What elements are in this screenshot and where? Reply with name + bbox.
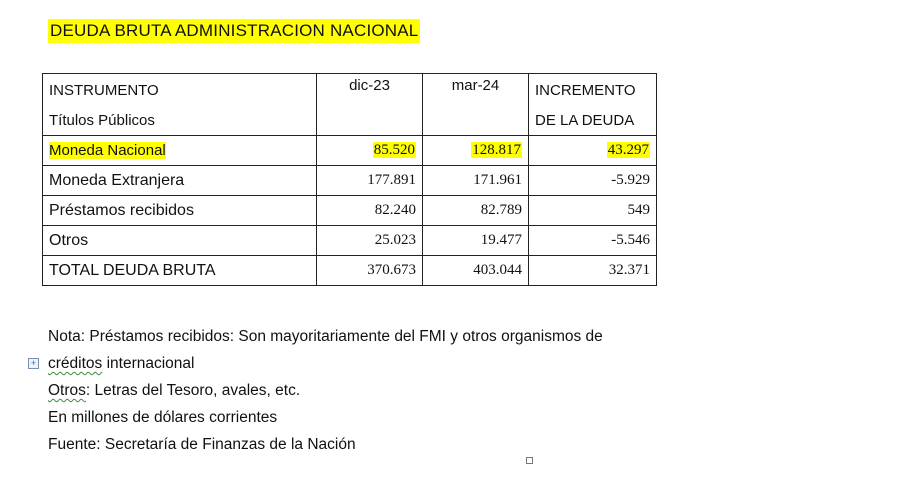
cell-inc: -5.546: [529, 226, 657, 256]
table-row-total: [43, 256, 657, 286]
table-row: [43, 136, 657, 166]
cell-mar: 171.961: [423, 166, 529, 196]
row-label: Otros: [43, 226, 317, 256]
cell-mar: [423, 136, 529, 166]
row-label: Préstamos recibidos: [43, 196, 317, 226]
table-header-row: [43, 74, 657, 107]
row-label: TOTAL DEUDA BRUTA: [43, 256, 317, 286]
note-text: internacional: [102, 355, 195, 372]
value: 43.297: [607, 142, 649, 158]
resize-handle-icon[interactable]: [526, 457, 533, 464]
header-de-la-deuda: DE LA DEUDA: [529, 106, 657, 136]
value: 85.520: [373, 142, 415, 158]
cell-dic: 370.673: [317, 256, 423, 286]
table-row: [43, 196, 657, 226]
page-title: DEUDA BRUTA ADMINISTRACION NACIONAL: [48, 19, 420, 43]
cell-inc: 549: [529, 196, 657, 226]
cell-mar: 19.477: [423, 226, 529, 256]
note-line: Nota: Préstamos recibidos: Son mayoritariamente del FMI y otros organismos de: [48, 328, 603, 345]
header-titulos-publicos: Títulos Públicos: [43, 106, 317, 136]
cell-inc: 32.371: [529, 256, 657, 286]
value: 128.817: [472, 142, 521, 158]
cell-mar: 82.789: [423, 196, 529, 226]
note-text: : Letras del Tesoro, avales, etc.: [85, 382, 301, 399]
cell-dic: 177.891: [317, 166, 423, 196]
header-dic-23: dic-23: [317, 74, 423, 107]
table-move-handle-icon[interactable]: +: [28, 358, 39, 369]
header-mar-24: mar-24: [423, 74, 529, 107]
note-line: [48, 377, 603, 404]
notes-block: [48, 323, 603, 458]
empty-cell: [317, 106, 423, 136]
cell-inc: -5.929: [529, 166, 657, 196]
row-label-text: Moneda Nacional: [49, 142, 166, 159]
cell-dic: 82.240: [317, 196, 423, 226]
header-instrument: INSTRUMENTO: [43, 74, 317, 107]
table-subheader-row: [43, 106, 657, 136]
note-line: [48, 350, 603, 377]
row-label: Moneda Extranjera: [43, 166, 317, 196]
note-line: Fuente: Secretaría de Finanzas de la Nación: [48, 436, 356, 453]
debt-table: [42, 73, 657, 286]
cell-mar: 403.044: [423, 256, 529, 286]
cell-dic: 25.023: [317, 226, 423, 256]
empty-cell: [423, 106, 529, 136]
cell-dic: [317, 136, 423, 166]
table-row: [43, 226, 657, 256]
table-row: [43, 166, 657, 196]
spellcheck-word[interactable]: créditos: [48, 355, 103, 372]
spellcheck-word[interactable]: Otros: [48, 382, 86, 399]
note-line: En millones de dólares corrientes: [48, 409, 278, 426]
header-increment: INCREMENTO: [529, 74, 657, 107]
row-label: [43, 136, 317, 166]
cell-inc: [529, 136, 657, 166]
